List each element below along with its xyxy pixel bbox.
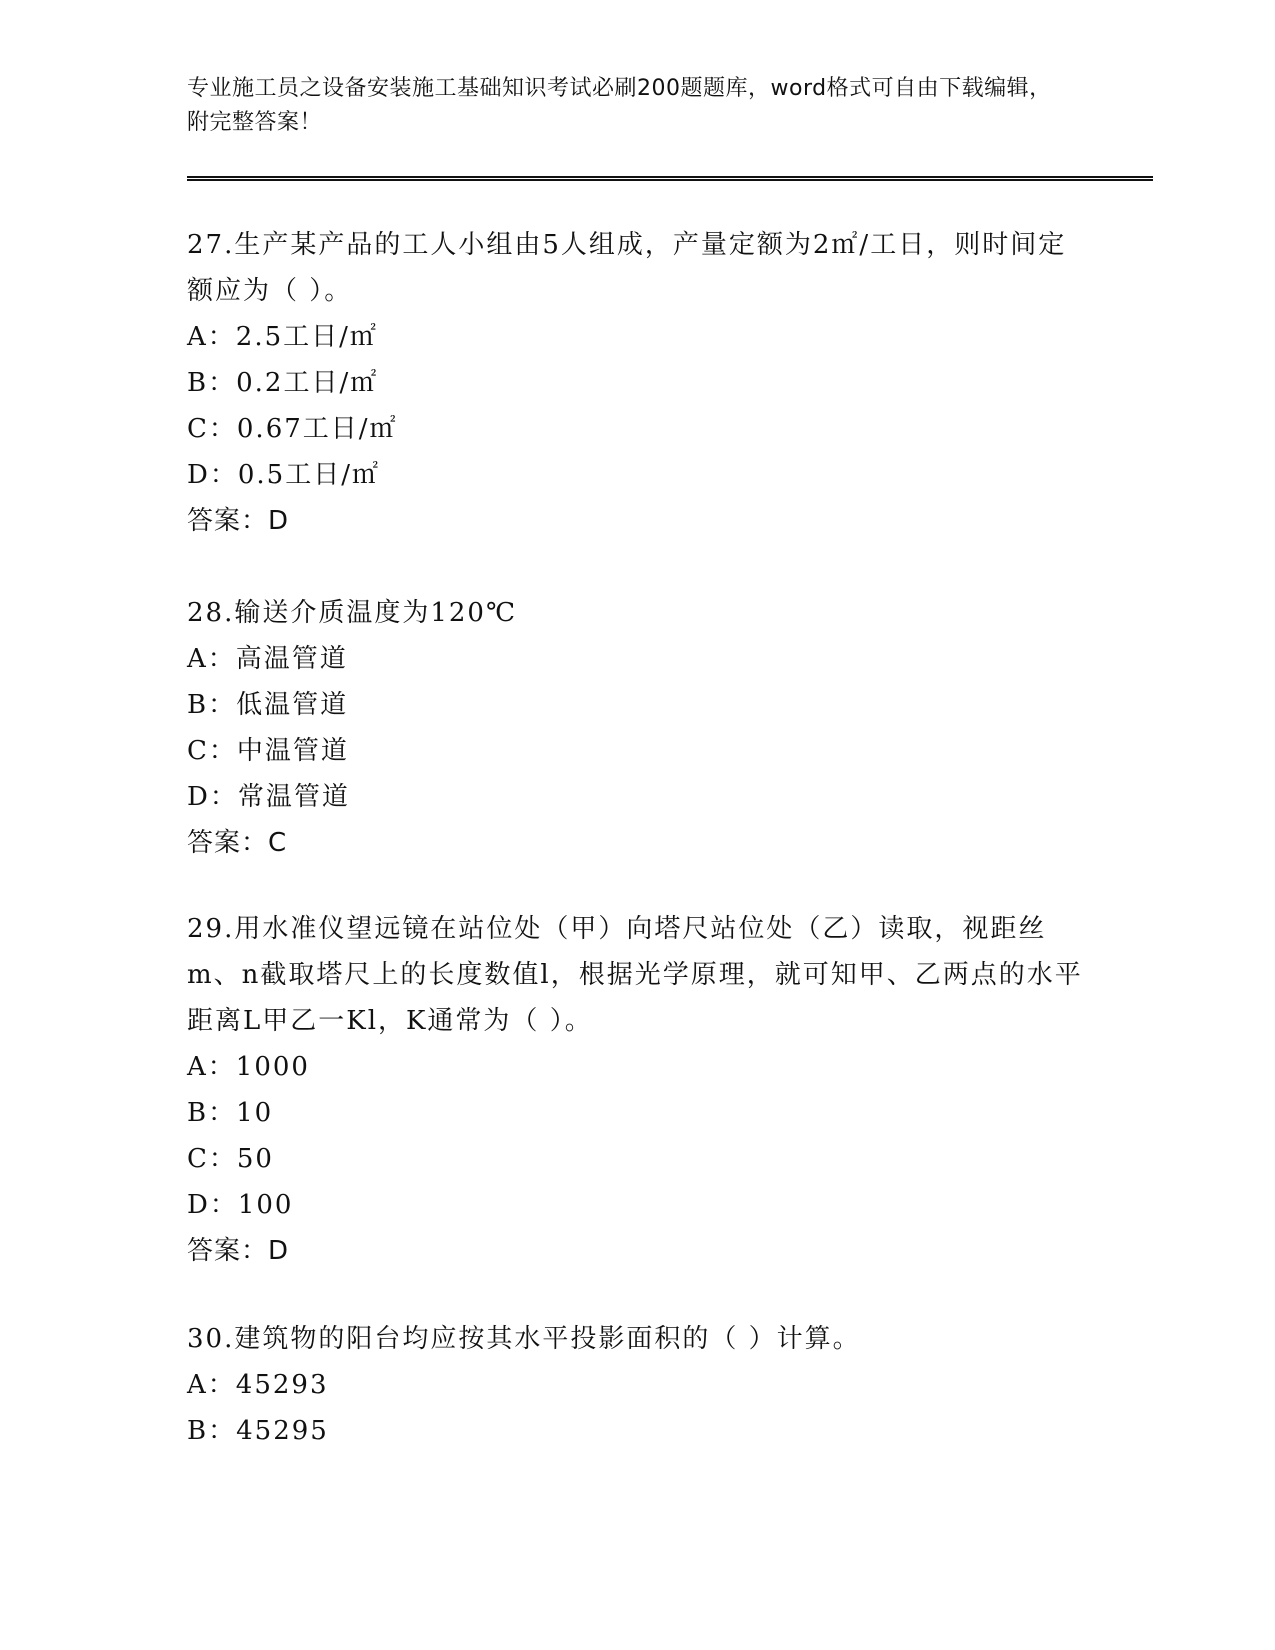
question-stem: 28.输送介质温度为120℃ [187, 598, 518, 628]
answer-text: 答案：D [187, 1236, 290, 1266]
option-b: B：低温管道 [187, 690, 349, 720]
option-a: A：45293 [187, 1370, 329, 1400]
option-d: D：常温管道 [187, 782, 350, 812]
answer-text: 答案：C [187, 828, 288, 858]
question-27 [187, 222, 1087, 544]
question-stem: 29.用水准仪望远镜在站位处（甲）向塔尺站位处（乙）读取，视距丝m、n截取塔尺上的长度数值l，根据光学原理，就可知甲、乙两点的水平距离L甲乙一Kl，K通常为（ ）。 [187, 914, 1083, 1036]
question-stem: 30.建筑物的阳台均应按其水平投影面积的（ ）计算。 [187, 1324, 861, 1354]
option-c: C：0.67工日/㎡ [187, 414, 398, 444]
header-divider [187, 176, 1153, 181]
answer-text: 答案：D [187, 506, 290, 536]
question-stem: 27.生产某产品的工人小组由5人组成，产量定额为2㎡/工日，则时间定额应为（ ）。 [187, 230, 1067, 306]
question-30 [187, 1316, 1087, 1454]
option-b: B：45295 [187, 1416, 329, 1446]
option-b: B：10 [187, 1098, 274, 1128]
document-header: 专业施工员之设备安装施工基础知识考试必刷200题题库，word格式可自由下载编辑，附完整答案！ [187, 76, 1052, 135]
option-c: C：50 [187, 1144, 274, 1174]
question-29 [187, 906, 1087, 1274]
option-a: A：2.5工日/㎡ [187, 322, 378, 352]
option-b: B：0.2工日/㎡ [187, 368, 379, 398]
option-d: D：100 [187, 1190, 294, 1220]
option-d: D：0.5工日/㎡ [187, 460, 380, 490]
option-a: A：高温管道 [187, 644, 348, 674]
question-28 [187, 590, 1087, 866]
option-a: A：1000 [187, 1052, 310, 1082]
option-c: C：中温管道 [187, 736, 349, 766]
